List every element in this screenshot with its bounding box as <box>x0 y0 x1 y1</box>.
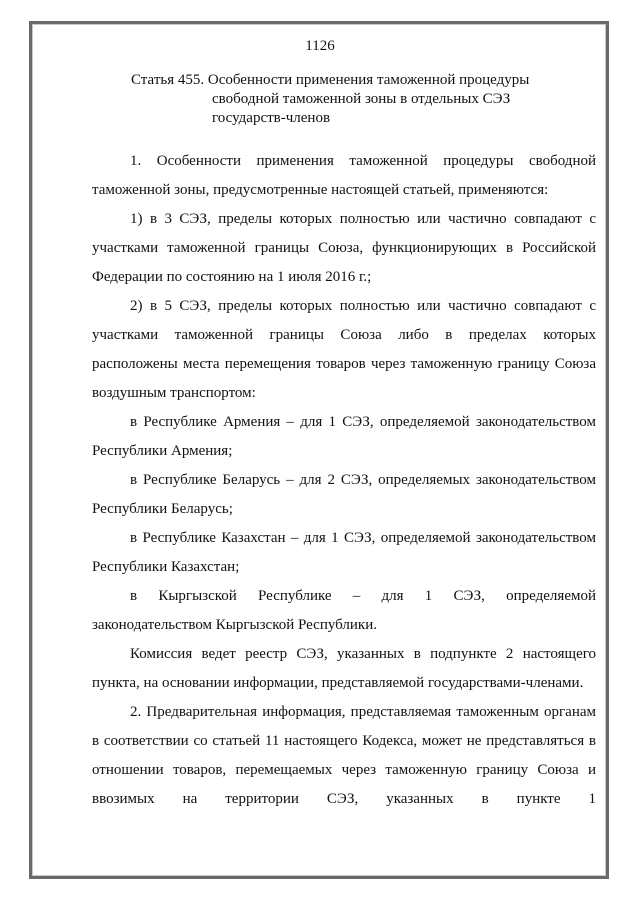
article-heading <box>131 71 529 128</box>
article-title-line-2: свободной таможенной зоны в отдельных СЭЗ <box>212 91 511 107</box>
page-number: 1126 <box>305 38 335 54</box>
paragraph-armenia: в Республике Армения – для 1 СЭЗ, определяемой законодательством Республики Армения; <box>92 414 596 459</box>
article-title-line-1: Статья 455. Особенности применения таможенной процедуры <box>131 72 530 88</box>
paragraph-commission-registry: Комиссия ведет реестр СЭЗ, указанных в подпункте 2 настоящего пункта, на основании информации, представляемой государствами-членами. <box>92 646 596 691</box>
paragraph-2: 2. Предварительная информация, представляемая таможенным органам в соответствии со статьей 11 настоящего Кодекса, может не представляться в отношении товаров, перемещаемых через таможенную границу Союза и ввозимых на территории СЭЗ, указанных в пункте 1 <box>92 704 596 807</box>
paragraph-subitem-1: 1) в 3 СЭЗ, пределы которых полностью или частично совпадают с участками таможенной границы Союза, функционирующих в Российской Федерации по состоянию на 1 июля 2016 г.; <box>92 211 596 285</box>
paragraph-kazakhstan: в Республике Казахстан – для 1 СЭЗ, определяемой законодательством Республики Казахстан; <box>92 530 596 575</box>
paragraph-belarus: в Республике Беларусь – для 2 СЭЗ, определяемых законодательством Республики Беларусь; <box>92 472 596 517</box>
paragraph-subitem-2: 2) в 5 СЭЗ, пределы которых полностью или частично совпадают с участками таможенной границы Союза либо в пределах которых расположены места перемещения товаров через таможенную границу Союза воздушным транспортом: <box>92 298 596 401</box>
article-title-line-3: государств-членов <box>212 110 331 126</box>
paragraph-kyrgyzstan: в Кыргызской Республике – для 1 СЭЗ, определяемой законодательством Кыргызской Республики. <box>92 588 596 633</box>
article-body <box>92 147 596 814</box>
paragraph-1: 1. Особенности применения таможенной процедуры свободной таможенной зоны, предусмотренные настоящей статьей, применяются: <box>92 153 596 198</box>
